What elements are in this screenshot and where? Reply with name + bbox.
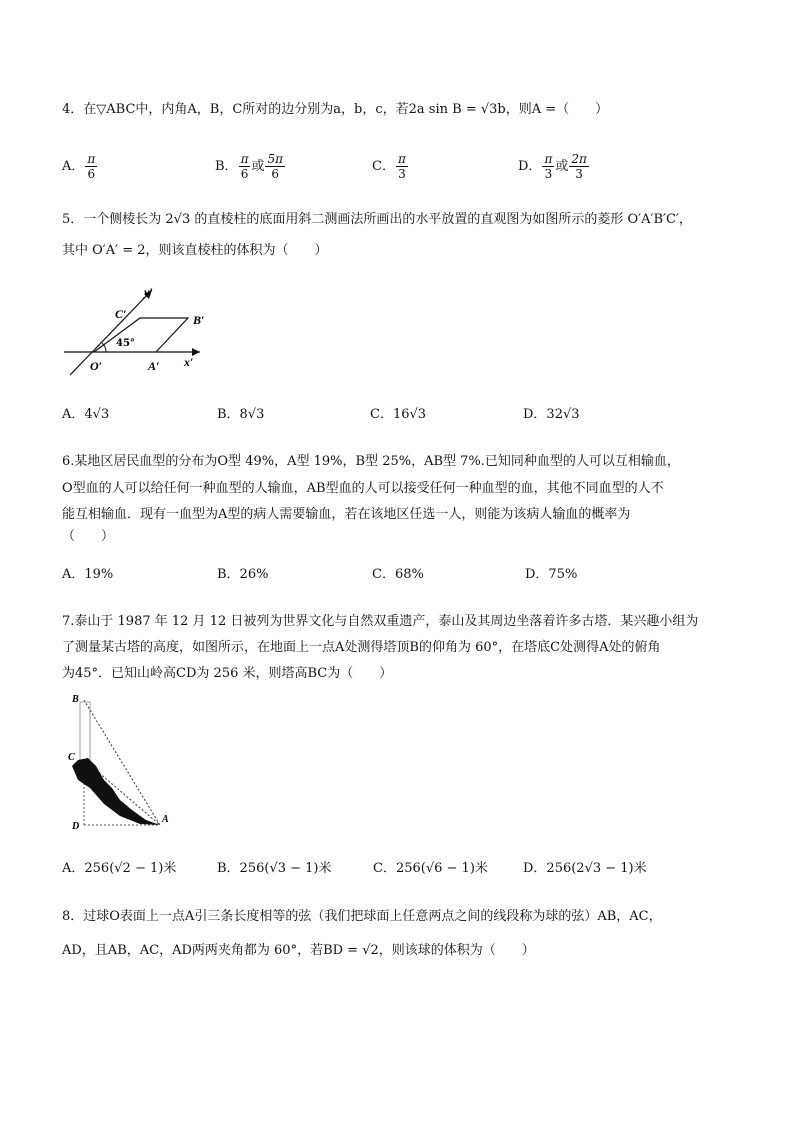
numerator: π bbox=[397, 152, 406, 166]
label-y: y′ bbox=[144, 285, 153, 299]
label-o: O′ bbox=[90, 359, 103, 373]
numerator: π bbox=[240, 152, 249, 166]
denominator: 3 bbox=[575, 167, 583, 181]
q7-line-1: 7.泰山于 1987 年 12 月 12 日被列为世界文化与自然双重遗产，泰山及其周边坐落着许多古塔．某兴趣小组为 bbox=[62, 614, 699, 629]
option-label: C． bbox=[372, 159, 395, 174]
label-d: D bbox=[72, 821, 80, 832]
label-angle: 45° bbox=[116, 338, 135, 349]
option-label: A． bbox=[62, 159, 85, 174]
q6-option-d: D．75% bbox=[525, 567, 578, 582]
q4-option-a bbox=[62, 152, 98, 181]
q5-rhombus-figure bbox=[60, 280, 220, 380]
q6-option-c: C．68% bbox=[372, 567, 424, 582]
fraction bbox=[542, 152, 554, 181]
option-label: D． bbox=[518, 159, 542, 174]
fraction bbox=[265, 152, 285, 181]
q7-tower-figure bbox=[60, 688, 175, 833]
q5-option-b: B．8√3 bbox=[217, 407, 265, 422]
q7-line-3: 为45°．已知山岭高CD为 256 米，则塔高BC为（ ） bbox=[62, 666, 393, 681]
q4-option-b bbox=[215, 152, 286, 181]
label-a: A′ bbox=[148, 359, 160, 373]
q8-line-1: 8．过球O表面上一点A引三条长度相等的弦（我们把球面上任意两点之间的线段称为球的弦）AB，AC， bbox=[62, 909, 662, 924]
fraction bbox=[85, 152, 97, 181]
denominator: 3 bbox=[398, 167, 406, 181]
fraction bbox=[396, 152, 408, 181]
q5-option-d: D．32√3 bbox=[523, 407, 580, 422]
option-label: B． bbox=[215, 159, 238, 174]
denominator: 6 bbox=[240, 167, 249, 181]
q6-option-a: A．19% bbox=[62, 567, 114, 582]
q6-line-1: 6.某地区居民血型的分布为O型 49%，A型 19%，B型 25%，AB型 7%.已知同种血型的人可以互相输血， bbox=[62, 454, 680, 469]
numerator: π bbox=[87, 152, 96, 166]
q8-line-2: AD，且AB，AC，AD两两夹角都为 60°，若BD = √2，则该球的体积为（ ） bbox=[62, 943, 535, 958]
q5-option-c: C．16√3 bbox=[370, 407, 427, 422]
q6-option-b: B．26% bbox=[217, 567, 269, 582]
label-c: C′ bbox=[115, 307, 127, 321]
numerator: 5π bbox=[267, 152, 283, 166]
label-b: B′ bbox=[193, 313, 205, 327]
denominator: 6 bbox=[271, 167, 280, 181]
denominator: 6 bbox=[87, 167, 96, 181]
q6-line-3: 能互相输血．现有一血型为A型的病人需要输血，若在该地区任选一人，则能为该病人输血的概率为 bbox=[62, 507, 631, 522]
label-b: B bbox=[72, 694, 79, 705]
option-joiner: 或 bbox=[251, 159, 265, 174]
q6-line-4: （ ） bbox=[62, 529, 115, 544]
q4-stem: 4．在▽ABC中，内角A，B，C所对的边分别为a，b，c，若2a sin B = √3b，则A =（ ） bbox=[62, 102, 609, 117]
q4-option-c bbox=[372, 152, 409, 181]
fraction bbox=[239, 152, 251, 181]
numerator: 2π bbox=[571, 152, 587, 166]
option-joiner: 或 bbox=[555, 159, 569, 174]
denominator: 3 bbox=[544, 167, 553, 181]
q5-line-2: 其中 O′A′ = 2，则该直棱柱的体积为（ ） bbox=[62, 243, 328, 258]
numerator: π bbox=[544, 152, 553, 166]
label-c: C bbox=[68, 752, 75, 763]
label-a: A bbox=[162, 814, 169, 825]
q7-option-c: C．256(√6 − 1)米 bbox=[373, 861, 488, 876]
q6-line-2: O型血的人可以给任何一种血型的人输血，AB型血的人可以接受任何一种血型的血，其他不同血型的人不 bbox=[62, 481, 664, 496]
q7-option-b: B．256(√3 − 1)米 bbox=[217, 861, 332, 876]
q4-option-d bbox=[518, 152, 590, 181]
label-x: x′ bbox=[184, 355, 194, 369]
q7-option-d: D．256(2√3 − 1)米 bbox=[523, 861, 647, 876]
fraction bbox=[569, 152, 589, 181]
q7-line-2: 了测量某古塔的高度，如图所示，在地面上一点A处测得塔顶B的仰角为 60°，在塔底C处测得A处的俯角 bbox=[62, 640, 661, 655]
q7-option-a: A．256(√2 − 1)米 bbox=[62, 861, 177, 876]
q5-line-1: 5．一个侧棱长为 2√3 的直棱柱的底面用斜二测画法所画出的水平放置的直观图为如图所示的菱形 O′A′B′C′， bbox=[62, 212, 692, 227]
q5-option-a: A．4√3 bbox=[62, 407, 110, 422]
